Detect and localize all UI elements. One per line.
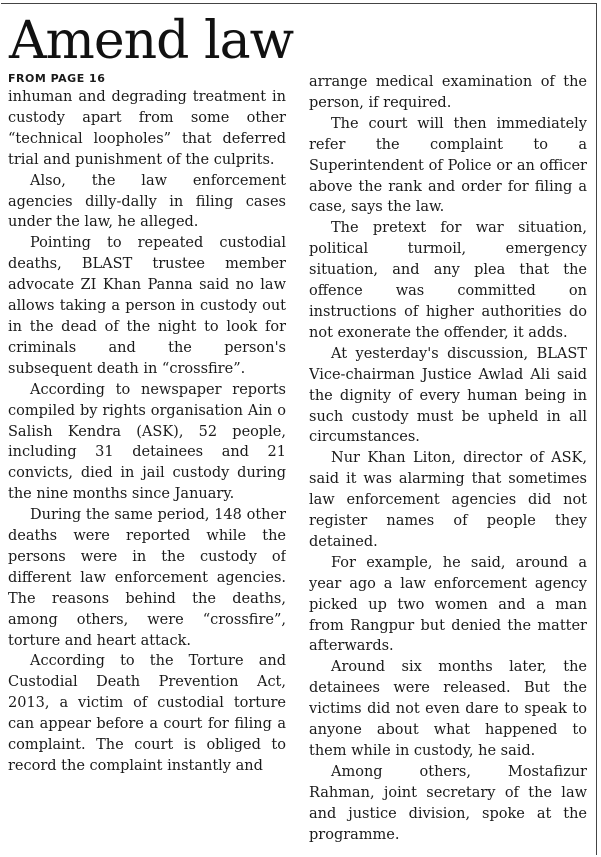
paragraph: Pointing to repeated custodial deaths, BLAST trustee member advocate ZI Khan Panna said no law allows taking a person in custody out in the dead of the night to look for criminals and the person's subsequent death in “crossfire”. xyxy=(8,235,286,377)
paragraph: Also, the law enforcement agencies dilly-dally in filing cases under the law, he alleged. xyxy=(8,172,286,231)
from-page-label: FROM PAGE 16 xyxy=(8,72,106,85)
paragraph: Among others, Mostafizur Rahman, joint secretary of the law and justice division, spoke at the programme. xyxy=(309,763,587,843)
paragraph: Nur Khan Liton, director of ASK, said it was alarming that sometimes law enforcement agencies did not register names of people they detained. xyxy=(309,450,587,550)
paragraph: The court will then immediately refer the complaint to a Superintendent of Police or an officer above the rank and order for filing a case, says the law. xyxy=(309,115,587,216)
paragraph: Around six months later, the detainees were released. But the victims did not even dare to speak to anyone about what happened to them while in custody, he said. xyxy=(309,659,587,759)
right-column xyxy=(309,72,587,846)
left-column xyxy=(8,72,286,777)
paragraph: According to the Torture and Custodial Death Prevention Act, 2013, a victim of custodial torture can appear before a court for filing a complaint. The court is obliged to record the complaint instantly and xyxy=(8,653,286,774)
headline: Amend law xyxy=(9,11,294,71)
paragraph: inhuman and degrading treatment in custody apart from some other “technical loopholes” that deferred trial and punishment of the culprits. xyxy=(8,89,286,168)
paragraph: For example, he said, around a year ago a law enforcement agency picked up two women and a man from Rangpur but denied the matter afterwards. xyxy=(309,554,587,655)
paragraph: At yesterday's discussion, BLAST Vice-chairman Justice Awlad Ali said the dignity of every human being in such custody must be upheld in all circumstances. xyxy=(309,345,587,446)
paragraph: During the same period, 148 other deaths were reported while the persons were in the custody of different law enforcement agencies. The reasons behind the deaths, among others, were “crossfire”, torture and heart attack. xyxy=(8,507,286,649)
paragraph: arrange medical examination of the person, if required. xyxy=(309,74,587,111)
paragraph: The pretext for war situation, political turmoil, emergency situation, and any plea that the offence was committed on instructions of higher authorities do not exonerate the offender, it adds. xyxy=(309,220,587,341)
paragraph: According to newspaper reports compiled by rights organisation Ain o Salish Kendra (ASK), 52 people, including 31 detainees and 21 convicts, died in jail custody during the nine months since January. xyxy=(8,381,286,503)
